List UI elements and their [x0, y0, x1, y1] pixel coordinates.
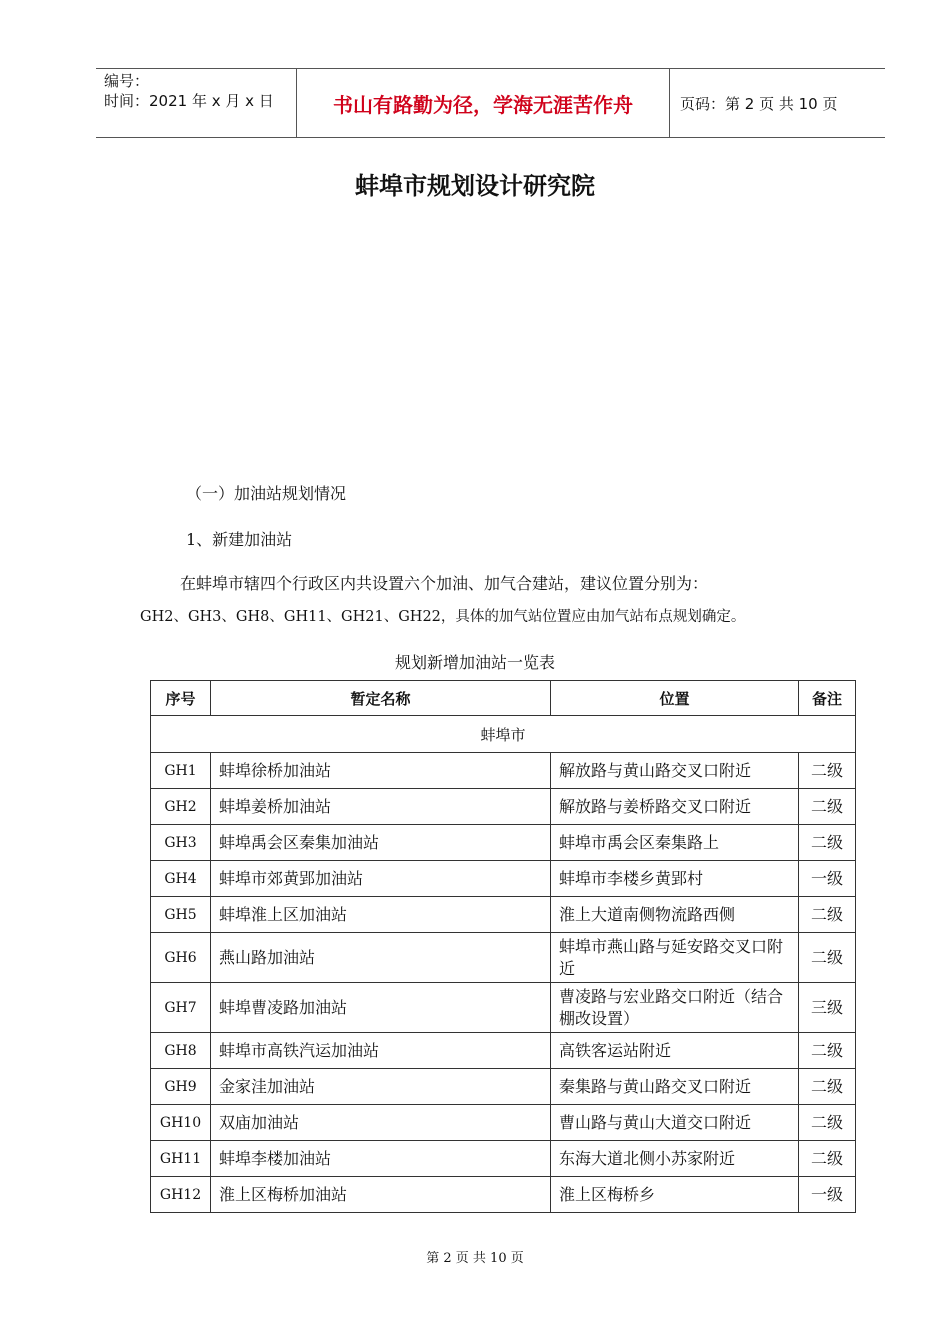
table-row — [151, 1069, 856, 1105]
table-row — [151, 861, 856, 897]
cell-location: 曹山路与黄山大道交口附近 — [551, 1105, 799, 1141]
page-header — [96, 68, 885, 138]
cell-id: GH10 — [151, 1105, 211, 1141]
region-label: 蚌埠市 — [151, 716, 856, 753]
table-row — [151, 983, 856, 1033]
cell-location: 秦集路与黄山路交叉口附近 — [551, 1069, 799, 1105]
cell-grade: 二级 — [799, 897, 856, 933]
number-label: 编号： — [104, 72, 150, 90]
document-title: 蚌埠市规划设计研究院 — [355, 172, 595, 200]
table-row — [151, 1177, 856, 1213]
cell-id: GH9 — [151, 1069, 211, 1105]
header-id: 序号 — [151, 681, 211, 716]
header-meta — [96, 69, 296, 137]
cell-grade: 二级 — [799, 1105, 856, 1141]
region-row — [151, 716, 856, 753]
cell-name: 燕山路加油站 — [211, 933, 551, 983]
table-row — [151, 825, 856, 861]
cell-name: 蚌埠禹会区秦集加油站 — [211, 825, 551, 861]
cell-grade: 一级 — [799, 1177, 856, 1213]
header-remark: 备注 — [799, 681, 856, 716]
cell-id: GH1 — [151, 753, 211, 789]
cell-name: 蚌埠市高铁汽运加油站 — [211, 1033, 551, 1069]
cell-name: 金家洼加油站 — [211, 1069, 551, 1105]
cell-id: GH4 — [151, 861, 211, 897]
table-row — [151, 933, 856, 983]
cell-location: 蚌埠市燕山路与延安路交叉口附近 — [551, 933, 799, 983]
table-row — [151, 753, 856, 789]
cell-grade: 二级 — [799, 825, 856, 861]
cell-location: 东海大道北侧小苏家附近 — [551, 1141, 799, 1177]
page-info-text: 页码：第 2 页 共 10 页 — [680, 94, 838, 113]
subsection-heading: 1、新建加油站 — [186, 530, 293, 549]
time-label: 时间：2021 年 x 月 x 日 — [104, 92, 274, 110]
cell-location: 淮上大道南侧物流路西侧 — [551, 897, 799, 933]
cell-id: GH3 — [151, 825, 211, 861]
cell-id: GH7 — [151, 983, 211, 1033]
table-row — [151, 1141, 856, 1177]
cell-grade: 二级 — [799, 933, 856, 983]
cell-grade: 二级 — [799, 789, 856, 825]
cell-location: 蚌埠市李楼乡黄郢村 — [551, 861, 799, 897]
cell-grade: 二级 — [799, 1141, 856, 1177]
cell-grade: 三级 — [799, 983, 856, 1033]
cell-id: GH6 — [151, 933, 211, 983]
cell-location: 蚌埠市禹会区秦集路上 — [551, 825, 799, 861]
cell-name: 淮上区梅桥加油站 — [211, 1177, 551, 1213]
section-heading: （一）加油站规划情况 — [186, 484, 347, 503]
cell-id: GH5 — [151, 897, 211, 933]
cell-name: 蚌埠姜桥加油站 — [211, 789, 551, 825]
body-paragraph-line: 在蚌埠市辖四个行政区内共设置六个加油、加气合建站，建议位置分别为： — [180, 574, 709, 593]
cell-location: 解放路与姜桥路交叉口附近 — [551, 789, 799, 825]
body-paragraph-line: GH2、GH3、GH8、GH11、GH21、GH22，具体的加气站位置应由加气站布点规划确定。 — [140, 609, 746, 625]
cell-grade: 二级 — [799, 1069, 856, 1105]
table-row — [151, 1105, 856, 1141]
cell-id: GH2 — [151, 789, 211, 825]
table-header-row — [151, 681, 856, 716]
cell-id: GH8 — [151, 1033, 211, 1069]
cell-id: GH11 — [151, 1141, 211, 1177]
table-row — [151, 1033, 856, 1069]
table-row — [151, 897, 856, 933]
table-row — [151, 789, 856, 825]
cell-id: GH12 — [151, 1177, 211, 1213]
table-caption: 规划新增加油站一览表 — [394, 653, 555, 672]
cell-name: 蚌埠市郊黄郢加油站 — [211, 861, 551, 897]
cell-name: 蚌埠徐桥加油站 — [211, 753, 551, 789]
header-name: 暂定名称 — [211, 681, 551, 716]
cell-location: 淮上区梅桥乡 — [551, 1177, 799, 1213]
cell-name: 蚌埠李楼加油站 — [211, 1141, 551, 1177]
cell-name: 蚌埠曹凌路加油站 — [211, 983, 551, 1033]
header-page-info — [670, 69, 885, 137]
cell-grade: 二级 — [799, 1033, 856, 1069]
page-footer: 第 2 页 共 10 页 — [426, 1251, 524, 1266]
cell-name: 双庙加油站 — [211, 1105, 551, 1141]
header-location: 位置 — [551, 681, 799, 716]
cell-name: 蚌埠淮上区加油站 — [211, 897, 551, 933]
cell-grade: 二级 — [799, 753, 856, 789]
gas-station-table — [150, 680, 856, 1213]
cell-location: 解放路与黄山路交叉口附近 — [551, 753, 799, 789]
cell-grade: 一级 — [799, 861, 856, 897]
cell-location: 高铁客运站附近 — [551, 1033, 799, 1069]
header-motto: 书山有路勤为径，学海无涯苦作舟 — [333, 92, 633, 117]
cell-location: 曹凌路与宏业路交口附近（结合棚改设置） — [551, 983, 799, 1033]
